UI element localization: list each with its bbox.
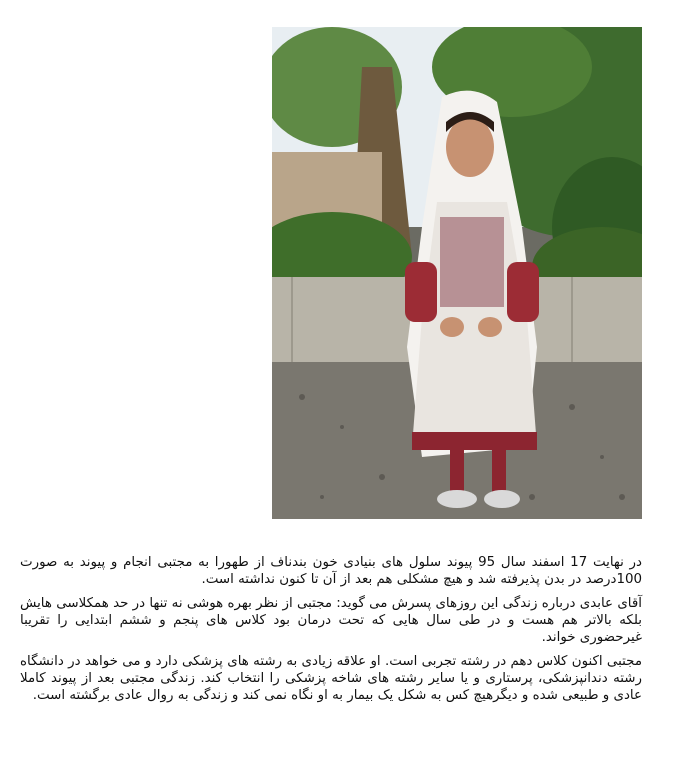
article-photo bbox=[272, 27, 642, 519]
paragraph-3: مجتبی اکنون کلاس دهم در رشته تجربی است. او علاقه زیادی به رشته های پزشکی دارد و می خواهد در دانشگاه رشته دندانپزشکی، پرستاری و یا سایر رشته های شاخه پزشکی را انتخاب کند. زندگی مجتبی بعد از پیوند کاملا عادی و طبیعی شده و دیگرهیچ کس به شکل یک بیمار به او نگاه نمی کند و زندگی به روال عادی برگشته است. bbox=[20, 654, 642, 703]
article-body bbox=[20, 554, 642, 711]
girl-in-white-dress-photo bbox=[272, 27, 642, 519]
paragraph-1: در نهایت 17 اسفند سال 95 پیوند سلول های بنیادی خون بندناف از طهورا به مجتبی انجام و پیوند به صورت 100درصد در بدن پذیرفته شد و هیچ مشکلی هم بعد از آن تا کنون نداشته است. bbox=[20, 555, 642, 587]
paragraph-2: آقای عابدی درباره زندگی این روزهای پسرش می گوید: مجتبی از نظر بهره هوشی نه تنها در حد همکلاسی هایش بلکه بالاتر هم هست و در طی سال هایی که تحت درمان بود کلاس های پنجم و ششم ابتدایی را تقریبا غیرحضوری خواند. bbox=[20, 596, 642, 645]
